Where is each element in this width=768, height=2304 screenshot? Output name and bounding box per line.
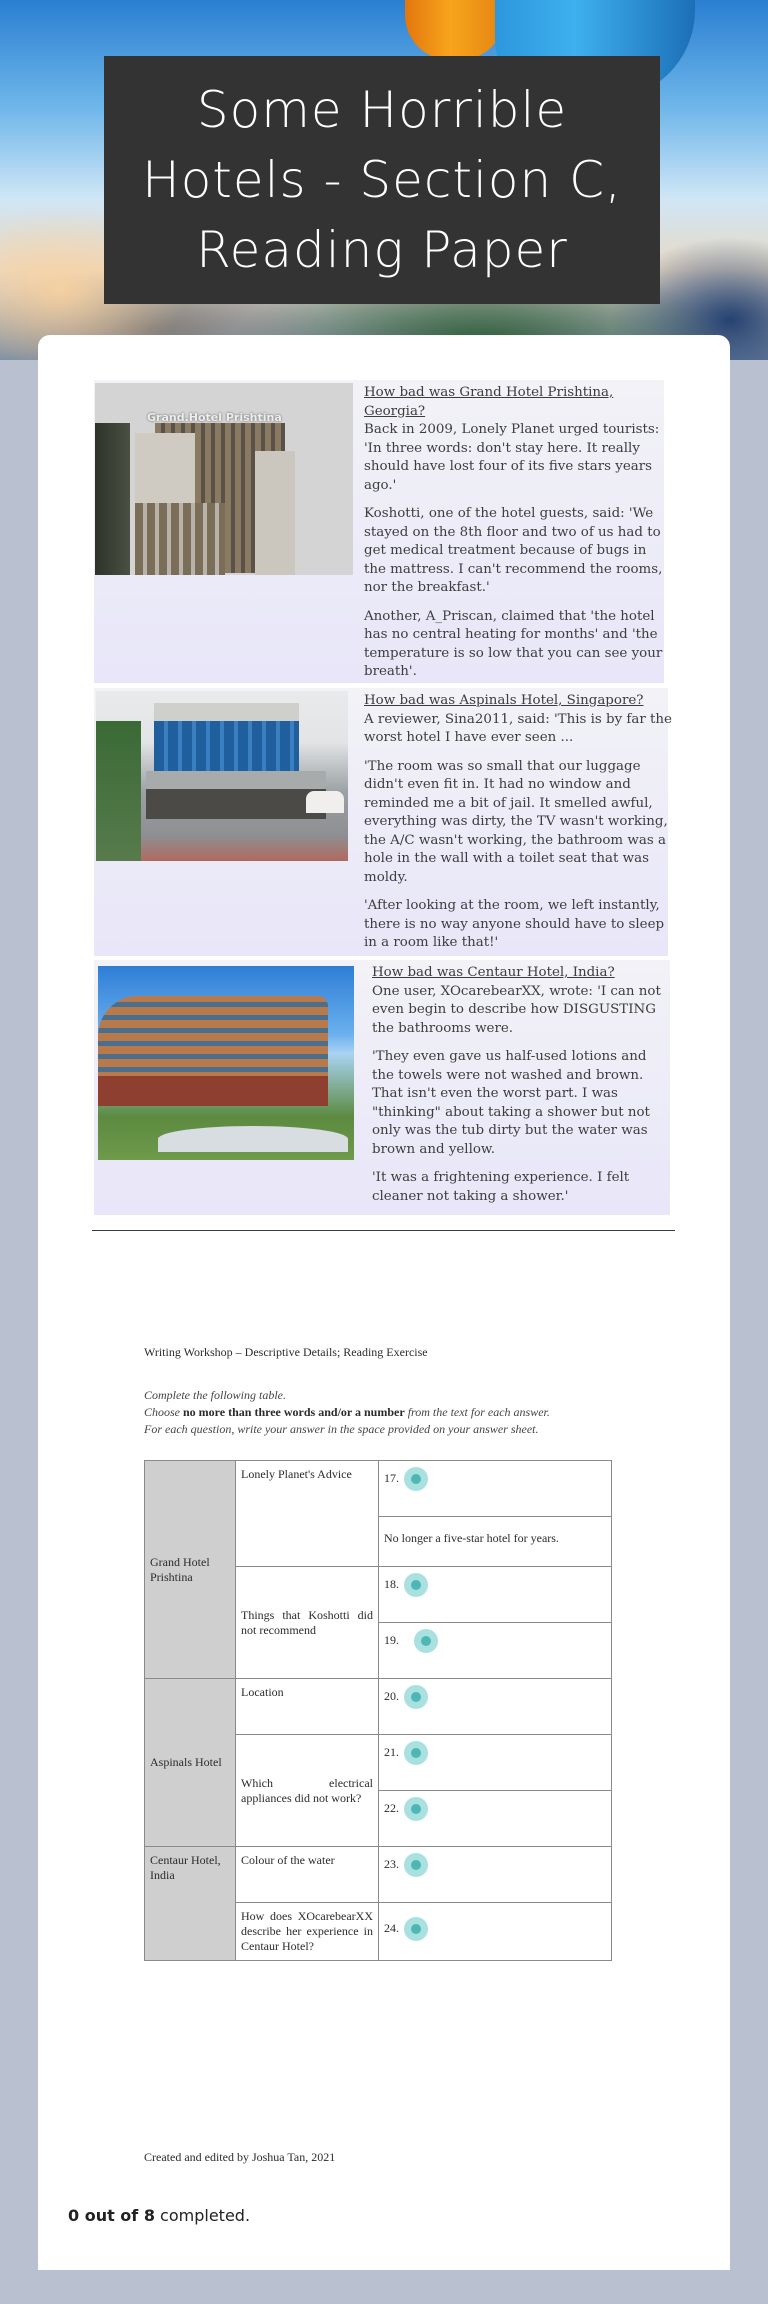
hero-background [0, 0, 768, 360]
grand-hotel-prishtina-photo [95, 383, 353, 575]
question-cell [236, 1461, 379, 1567]
question-text: Lonely Planet's Advice [241, 1467, 352, 1481]
hotel-cell [145, 1847, 236, 1961]
question-number: 19. [384, 1632, 399, 1647]
answer-hotspot-23[interactable] [404, 1853, 428, 1877]
answer-hotspot-18[interactable] [404, 1573, 428, 1597]
worksheet-title: Writing Workshop – Descriptive Details; Reading Exercise [144, 1345, 428, 1359]
answer-hotspot-19[interactable] [414, 1629, 438, 1653]
credit-line: Created and edited by Joshua Tan, 2021 [144, 2150, 336, 2164]
question-cell [236, 1567, 379, 1679]
hotel-paragraph: Back in 2009, Lonely Planet urged tourists: 'In three words: don't stay here. It really should have lost four of its five stars years ago.' [364, 422, 660, 493]
answer-hotspot-22[interactable] [404, 1797, 428, 1821]
question-cell [236, 1847, 379, 1903]
answer-cell-19 [379, 1623, 612, 1679]
question-text: Location [241, 1685, 284, 1699]
progress-count: 0 out of 8 [68, 2206, 155, 2225]
hotel-section-grand-prishtina [94, 380, 664, 683]
question-number: 20. [384, 1688, 399, 1703]
palm-tree [96, 721, 141, 861]
fountain-pool [158, 1126, 348, 1152]
instruction-line-2-pre: Choose [144, 1405, 183, 1419]
hotel-text-aspinals [364, 692, 672, 963]
hotel-paragraph: 'It was a frightening experience. I felt cleaner not taking a shower.' [372, 1170, 630, 1204]
hotel-sign-text: Grand.Hotel Prishtina [147, 411, 282, 424]
progress-status [68, 2206, 250, 2225]
aspinals-hotel-photo [96, 691, 348, 861]
answer-cell-21 [379, 1735, 612, 1791]
page-title: Some Horrible Hotels - Section C, Reading Paper [142, 81, 622, 279]
question-number: 23. [384, 1856, 399, 1871]
given-answer: No longer a five-star hotel for years. [384, 1531, 559, 1545]
signage-band [146, 771, 326, 789]
question-number: 22. [384, 1800, 399, 1815]
answer-hotspot-20[interactable] [404, 1685, 428, 1709]
question-cell [236, 1679, 379, 1735]
question-cell [236, 1735, 379, 1847]
answer-cell-given [379, 1517, 612, 1567]
hotel-heading: How bad was Grand Hotel Prishtina, Georgia? [364, 385, 614, 419]
hotel-cell [145, 1461, 236, 1679]
answer-cell-23 [379, 1847, 612, 1903]
hotel-name: Centaur Hotel, India [150, 1853, 221, 1882]
answer-hotspot-17[interactable] [404, 1467, 428, 1491]
hotel-section-aspinals [94, 688, 672, 956]
worksheet-instructions [144, 1387, 550, 1438]
question-cell [236, 1903, 379, 1961]
instruction-line-1: Complete the following table. [144, 1388, 286, 1402]
question-number: 21. [384, 1744, 399, 1759]
instruction-line-2-post: from the text for each answer. [404, 1405, 550, 1419]
question-number: 18. [384, 1576, 399, 1591]
question-number: 24. [384, 1920, 399, 1935]
orange-balloon-image [405, 0, 505, 60]
hotel-text-grand-prishtina [364, 384, 664, 692]
section-divider [92, 1230, 675, 1231]
hotel-section-centaur [94, 960, 670, 1215]
building-wing-right [255, 451, 295, 575]
answer-hotspot-24[interactable] [404, 1917, 428, 1941]
hotel-paragraph: Koshotti, one of the hotel guests, said: 'We stayed on the 8th floor and two of us had to get medical treatment because of bugs in the mattress. I can't recommend the rooms, nor the breakfast.' [364, 506, 663, 595]
building-ground-floor [98, 1076, 328, 1106]
question-text: Things that Koshotti did not recommend [241, 1607, 373, 1637]
question-text: Which electrical appliances did not work? [241, 1775, 373, 1805]
hotel-paragraph: 'The room was so small that our luggage didn't even fit in. It had no window and reminded me a bit of jail. It smelled awful, everything was dirty, the TV wasn't working, the A/C wasn't working, the bathroom was a hole in the wall with a toilet seat that was moldy. [364, 758, 668, 885]
blue-glass-facade [154, 721, 299, 771]
building-lower-windows [135, 503, 225, 575]
hotel-name: Aspinals Hotel [150, 1755, 222, 1769]
hotel-heading: How bad was Aspinals Hotel, Singapore? [364, 693, 644, 708]
question-table [144, 1460, 612, 1961]
answer-hotspot-21[interactable] [404, 1741, 428, 1765]
question-number: 17. [384, 1470, 399, 1485]
answer-cell-24 [379, 1903, 612, 1961]
answer-cell-17 [379, 1461, 612, 1517]
answer-cell-20 [379, 1679, 612, 1735]
entrance [146, 789, 326, 819]
instruction-line-2-bold: no more than three words and/or a number [183, 1405, 405, 1419]
tree-silhouette [95, 423, 130, 575]
centaur-hotel-photo [98, 966, 354, 1160]
hotel-paragraph: One user, XOcarebearXX, wrote: 'I can not even begin to describe how DISGUSTING the bathrooms were. [372, 983, 661, 1036]
instruction-line-3: For each question, write your answer in the space provided on your answer sheet. [144, 1422, 539, 1436]
hotel-cell [145, 1679, 236, 1847]
hotel-paragraph: Another, A_Priscan, claimed that 'the hotel has no central heating for months' and 'the temperature is so low that you can see your breath'. [364, 608, 663, 679]
title-banner [104, 56, 660, 304]
progress-suffix: completed. [154, 2206, 251, 2225]
hotel-paragraph: 'After looking at the room, we left instantly, there is no way anyone should have to sleep in a room like that!' [364, 898, 665, 950]
hotel-paragraph: 'They even gave us half-used lotions and the towels were not washed and brown. That isn't even the worst part. I was "thinking" about taking a shower but not only was the tub dirty but the water was brown and yellow. [372, 1049, 650, 1157]
hotel-name: Grand Hotel Prishtina [150, 1554, 210, 1584]
white-tent [306, 791, 344, 813]
hotel-text-centaur [372, 964, 672, 1216]
answer-cell-22 [379, 1791, 612, 1847]
question-text: Colour of the water [241, 1853, 335, 1867]
answer-cell-18 [379, 1567, 612, 1623]
hotel-heading: How bad was Centaur Hotel, India? [372, 965, 615, 980]
building-roof [154, 703, 299, 721]
question-text: How does XOcarebearXX describe her experience in Centaur Hotel? [241, 1909, 373, 1953]
hotel-paragraph: A reviewer, Sina2011, said: 'This is by far the worst hotel I have ever seen ... [364, 711, 672, 745]
